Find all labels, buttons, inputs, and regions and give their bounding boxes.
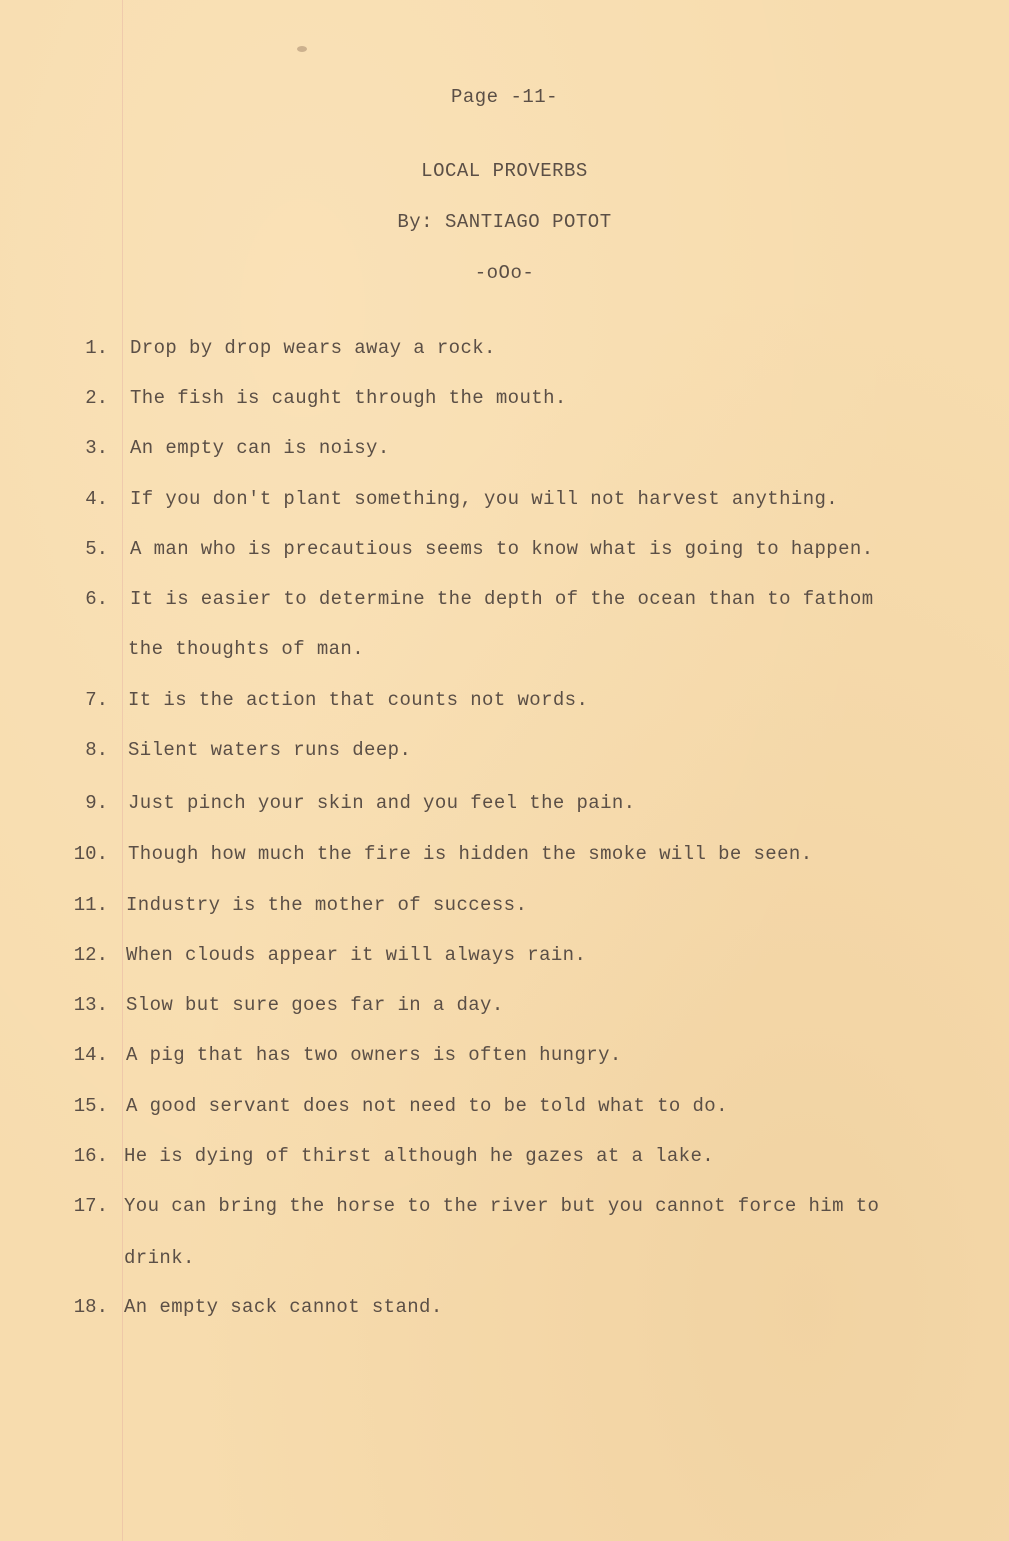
page-title: LOCAL PROVERBS	[421, 160, 588, 182]
proverb-text: A pig that has two owners is often hungry.	[126, 1044, 622, 1066]
proverb-text: You can bring the horse to the river but you cannot force him to	[124, 1195, 880, 1217]
proverb-text: He is dying of thirst although he gazes at a lake.	[124, 1145, 715, 1167]
proverb-text: When clouds appear it will always rain.	[126, 944, 587, 966]
proverb-number: 16.	[73, 1145, 108, 1167]
proverb-number: 17.	[73, 1195, 108, 1217]
author-byline: By: SANTIAGO POTOT	[397, 211, 612, 233]
proverb-text: If you don't plant something, you will not harvest anything.	[130, 488, 839, 510]
proverb-number: 1.	[85, 337, 108, 359]
proverb-number: 2.	[85, 387, 108, 409]
proverb-text: Though how much the fire is hidden the smoke will be seen.	[128, 843, 813, 865]
proverb-number: 6.	[85, 588, 108, 610]
proverb-number: 10.	[73, 843, 108, 865]
proverb-text: Silent waters runs deep.	[128, 739, 412, 761]
proverb-text: Drop by drop wears away a rock.	[130, 337, 496, 359]
proverb-number: 14.	[73, 1044, 108, 1066]
page-number: Page -11-	[450, 86, 559, 108]
proverb-text: It is easier to determine the depth of the ocean than to fathom	[130, 588, 874, 610]
proverb-text-continuation: drink.	[124, 1247, 195, 1269]
proverb-text: It is the action that counts not words.	[128, 689, 589, 711]
proverb-number: 15.	[73, 1095, 108, 1117]
proverb-number: 5.	[85, 538, 108, 560]
proverb-text: A good servant does not need to be told what to do.	[126, 1095, 728, 1117]
ink-smudge	[297, 46, 307, 52]
proverb-number: 12.	[73, 944, 108, 966]
separator: -oOo-	[474, 262, 535, 284]
proverb-text: The fish is caught through the mouth.	[130, 387, 567, 409]
proverb-text: An empty sack cannot stand.	[124, 1296, 443, 1318]
proverb-text: An empty can is noisy.	[130, 437, 390, 459]
proverb-number: 9.	[85, 792, 108, 814]
proverb-number: 18.	[73, 1296, 108, 1318]
proverb-number: 4.	[85, 488, 108, 510]
proverb-text: Slow but sure goes far in a day.	[126, 994, 504, 1016]
proverb-number: 7.	[85, 689, 108, 711]
proverb-text: Just pinch your skin and you feel the pain.	[128, 792, 636, 814]
proverb-number: 3.	[85, 437, 108, 459]
proverb-text: Industry is the mother of success.	[126, 894, 528, 916]
proverb-number: 11.	[73, 894, 108, 916]
proverb-text: A man who is precautious seems to know what is going to happen.	[130, 538, 874, 560]
proverb-number: 8.	[85, 739, 108, 761]
proverb-number: 13.	[73, 994, 108, 1016]
proverb-text-continuation: the thoughts of man.	[128, 638, 365, 660]
